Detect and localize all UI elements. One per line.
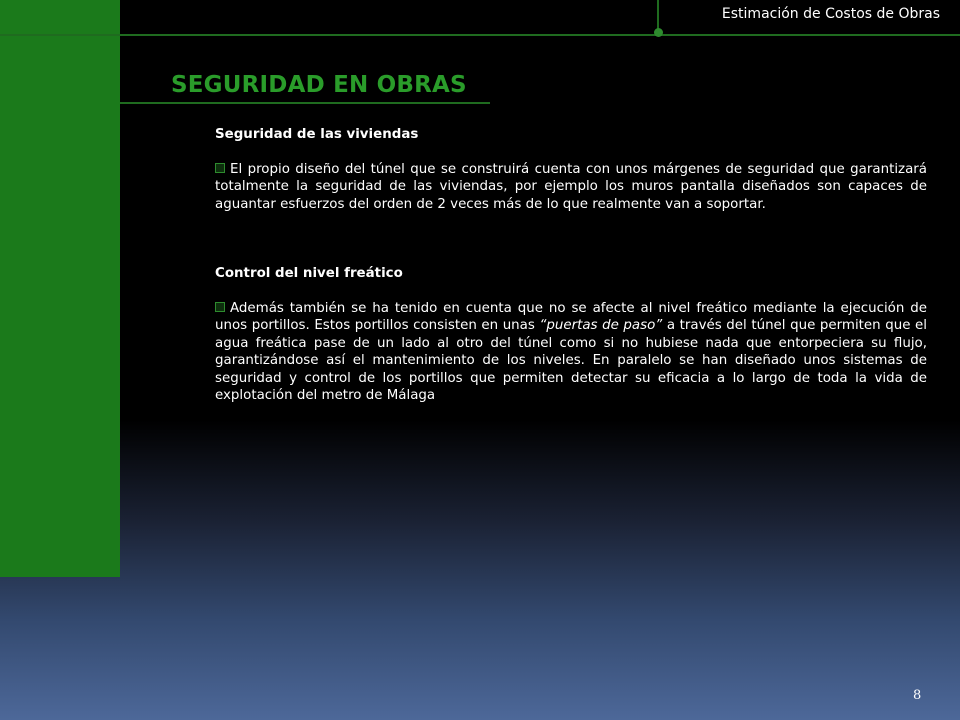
section-heading: Seguridad de las viviendas (215, 127, 419, 142)
header-title: Estimación de Costos de Obras (721, 6, 940, 22)
header-dot (654, 28, 663, 37)
slide-title: SEGURIDAD EN OBRAS (171, 72, 467, 98)
header-divider (0, 34, 960, 36)
title-underline (120, 102, 490, 104)
sidebar-bar (0, 0, 120, 577)
quoted-text: “puertas de paso” (539, 318, 663, 333)
square-bullet-icon (215, 302, 225, 312)
slide-content (215, 126, 927, 405)
page-number: 8 (913, 688, 922, 703)
paragraph-text: a través del túnel que permiten que el agua freática pase de un lado al otro del túnel como si no hubiese nada que entorpeciera su flujo, garantizándose así el mantenimiento de los niveles. En paralelo se han diseñado unos sistemas de seguridad y control de los portillos que permiten detectar su eficacia a lo largo de toda la vida de explotación del metro de Málaga (215, 318, 927, 403)
section-heading: Control del nivel freático (215, 266, 403, 281)
paragraph-text: Además también se ha tenido en cuenta que no se afecte al nivel freático mediante la ejecución de unos portillos. Estos portillos consisten en unas (215, 300, 927, 333)
square-bullet-icon (215, 163, 225, 173)
section-paragraph (215, 161, 927, 214)
section-paragraph (215, 300, 927, 405)
paragraph-text: El propio diseño del túnel que se construirá cuenta con unos márgenes de seguridad que garantizará totalmente la seguridad de las viviendas, por ejemplo los muros pantalla diseñados son capaces de aguantar esfuerzos del orden de 2 veces más de lo que realmente van a soportar. (215, 161, 927, 212)
